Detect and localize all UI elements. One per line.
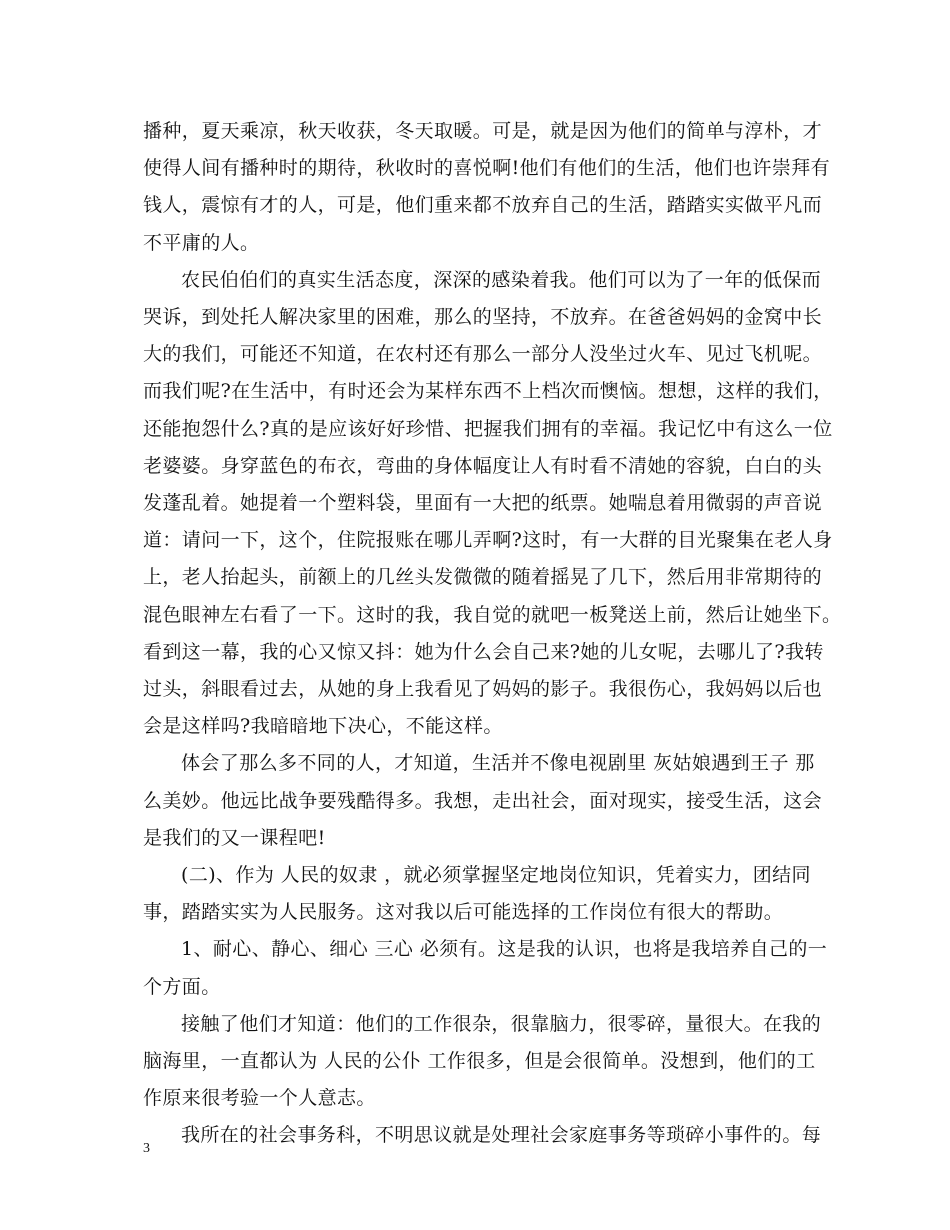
text-line: 接触了他们才知道：他们的工作很杂，很靠脑力，很零碎，量很大。在我的 (181, 1013, 822, 1035)
text-line: 道：请问一下，这个，住院报账在哪儿弄啊?这时，有一大群的目光聚集在老人身 (143, 529, 833, 551)
text-line: 哭诉，到处托人解决家里的困难，那么的坚持，不放弃。在爸爸妈妈的金窝中长 (143, 306, 823, 328)
text-line: 个方面。 (143, 976, 221, 998)
text-line: 大的我们，可能还不知道，在农村还有那么一部分人没坐过火车、见过飞机呢。 (143, 343, 823, 365)
text-line: 发蓬乱着。她提着一个塑料袋，里面有一大把的纸票。她喘息着用微弱的声音说 (143, 492, 823, 514)
text-line: 不平庸的人。 (143, 232, 260, 254)
page-number: 3 (143, 1141, 150, 1156)
text-line: 1、耐心、静心、细心 三心 必须有。这是我的认识，也将是我培养自己的一 (181, 938, 828, 960)
text-line: 钱人，震惊有才的人，可是，他们重来都不放弃自己的生活，踏踏实实做平凡而 (143, 194, 823, 216)
text-line: 看到这一幕，我的心又惊又抖：她为什么会自己来?她的儿女呢，去哪儿了?我转 (143, 641, 824, 663)
text-line: 会是这样吗?我暗暗地下决心，不能这样。 (143, 715, 503, 737)
text-line: 过头，斜眼看过去，从她的身上我看见了妈妈的影子。我很伤心，我妈妈以后也 (143, 678, 823, 700)
text-line: 混色眼神左右看了一下。这时的我，我自觉的就吧一板凳送上前，然后让她坐下。 (143, 604, 842, 626)
text-line: 脑海里，一直都认为 人民的公仆 工作很多，但是会很简单。没想到，他们的工 (143, 1050, 816, 1072)
text-line: (二)、作为 人民的奴隶 ，就必须掌握坚定地岗位知识，凭着实力，团结同 (181, 864, 811, 886)
text-line: 老婆婆。身穿蓝色的布衣，弯曲的身体幅度让人有时看不清她的容貌，白白的头 (143, 455, 823, 477)
text-line: 农民伯伯们的真实生活态度，深深的感染着我。他们可以为了一年的低保而 (181, 269, 822, 291)
text-line: 播种，夏天乘凉，秋天收获，冬天取暖。可是，就是因为他们的简单与淳朴，才 (143, 120, 823, 142)
text-line: 上，老人抬起头，前额上的几丝头发微微的随着摇晃了几下，然后用非常期待的 (143, 566, 823, 588)
text-line: 么美妙。他远比战争要残酷得多。我想，走出社会，面对现实，接受生活，这会 (143, 790, 823, 812)
text-line: 我所在的社会事务科，不明思议就是处理社会家庭事务等琐碎小事件的。每 (181, 1124, 822, 1146)
text-line: 还能抱怨什么?真的是应该好好珍惜、把握我们拥有的幸福。我记忆中有这么一位 (143, 418, 833, 440)
text-line: 使得人间有播种时的期待，秋收时的喜悦啊!他们有他们的生活，他们也许崇拜有 (143, 157, 831, 179)
text-line: 作原来很考验一个人意志。 (143, 1087, 376, 1109)
text-line: 体会了那么多不同的人，才知道，生活并不像电视剧里 灰姑娘遇到王子 那 (181, 752, 815, 774)
text-line: 是我们的又一课程吧! (143, 827, 326, 849)
text-line: 事，踏踏实实为人民服务。这对我以后可能选择的工作岗位有很大的帮助。 (143, 901, 784, 923)
text-line: 而我们呢?在生活中，有时还会为某样东西不上档次而懊恼。想想，这样的我们， (143, 380, 833, 402)
